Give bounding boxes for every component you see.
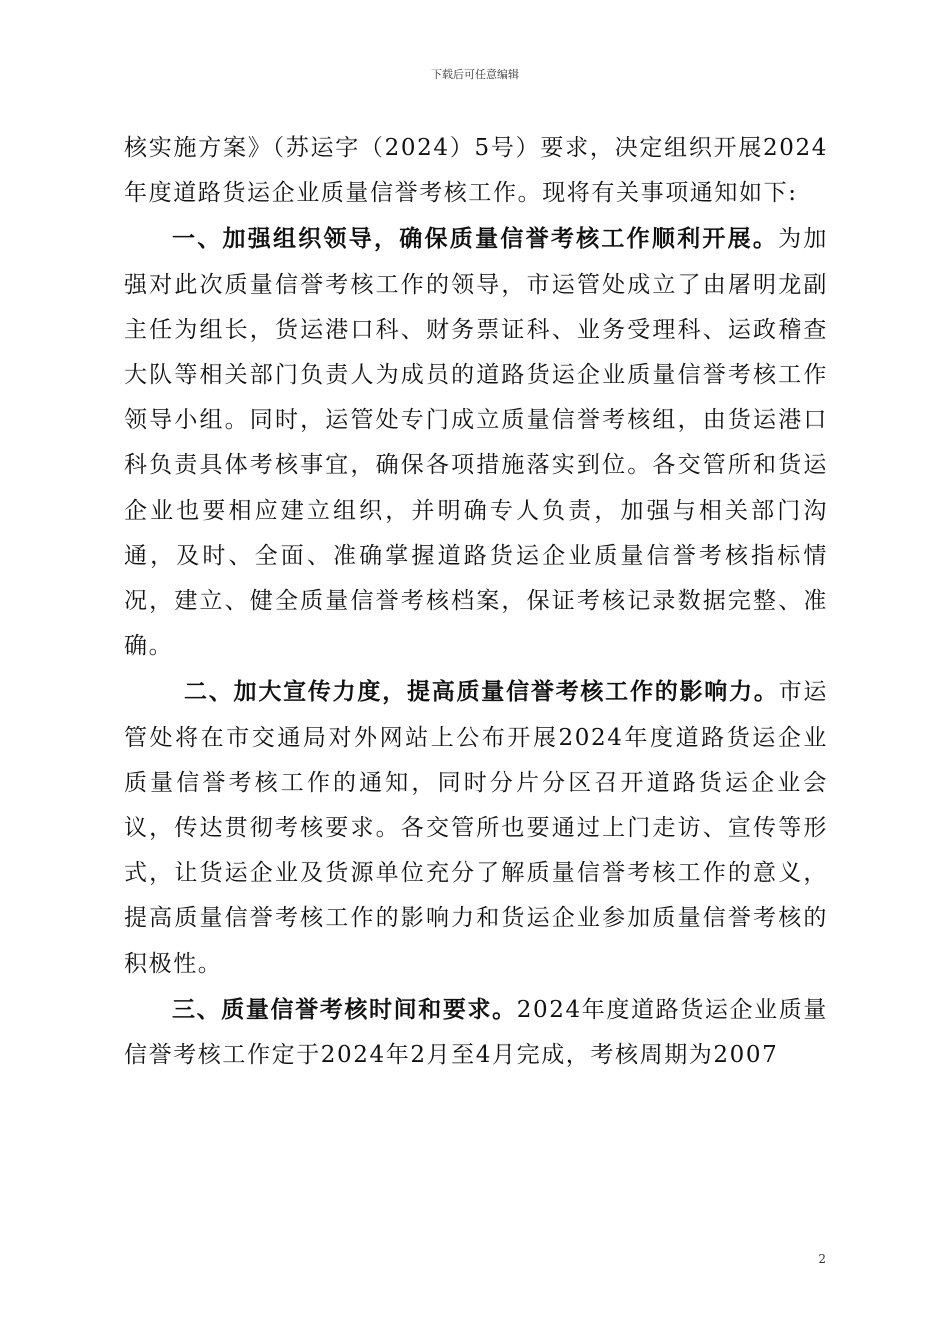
paragraph-text: 为加强对此次质量信誉考核工作的领导，市运管处成立了由屠明龙副主任为组长，货运港口科、财务票证科、业务受理科、运政稽查大队等相关部门负责人为成员的道路货运企业质量信誉考核工作领导小组。同时，运管处专门成立质量信誉考核组，由货运港口科负责具体考核事宜，确保各项措施落实到位。各交管所和货运企业也要相应建立组织，并明确专人负责，加强与相关部门沟通，及时、全面、准确掌握道路货运企业质量信誉考核指标情况，建立、健全质量信誉考核档案，保证考核记录数据完整、准确。	[124, 226, 828, 660]
page-number: 2	[818, 1252, 826, 1266]
section-heading: 三、质量信誉考核时间和要求。	[172, 995, 517, 1023]
section-heading: 一、加强组织领导，确保质量信誉考核工作顺利开展。	[172, 225, 779, 253]
page-header: 下载后可任意编辑	[431, 68, 519, 81]
paragraph-text: 核实施方案》（苏运字（2024）5号）要求，决定组织开展2024年度道路货运企业质量信誉考核工作。现将有关事项通知如下:	[124, 135, 828, 207]
paragraph-text: 市运管处将在市交通局对外网站上公布开展2024年度道路货运企业质量信誉考核工作的通知，同时分片分区召开道路货运企业会议，传达贯彻考核要求。各交管所也要通过上门走访、宣传等形式，让货运企业及货源单位充分了解质量信誉考核工作的意义，提高质量信誉考核工作的影响力和货运企业参加质量信誉考核的积极性。	[124, 679, 829, 977]
section-heading: 二、加大宣传力度，提高质量信誉考核工作的影响力。	[184, 678, 779, 706]
paragraph-section-3	[124, 987, 828, 1078]
paragraph-text: 2024年度道路货运企业质量信誉考核工作定于2024年2月至4月完成，考核周期为2007	[124, 996, 829, 1069]
paragraph-intro	[124, 126, 828, 216]
document-body	[124, 126, 828, 1078]
paragraph-section-1	[124, 216, 828, 669]
paragraph-section-2	[124, 669, 828, 986]
